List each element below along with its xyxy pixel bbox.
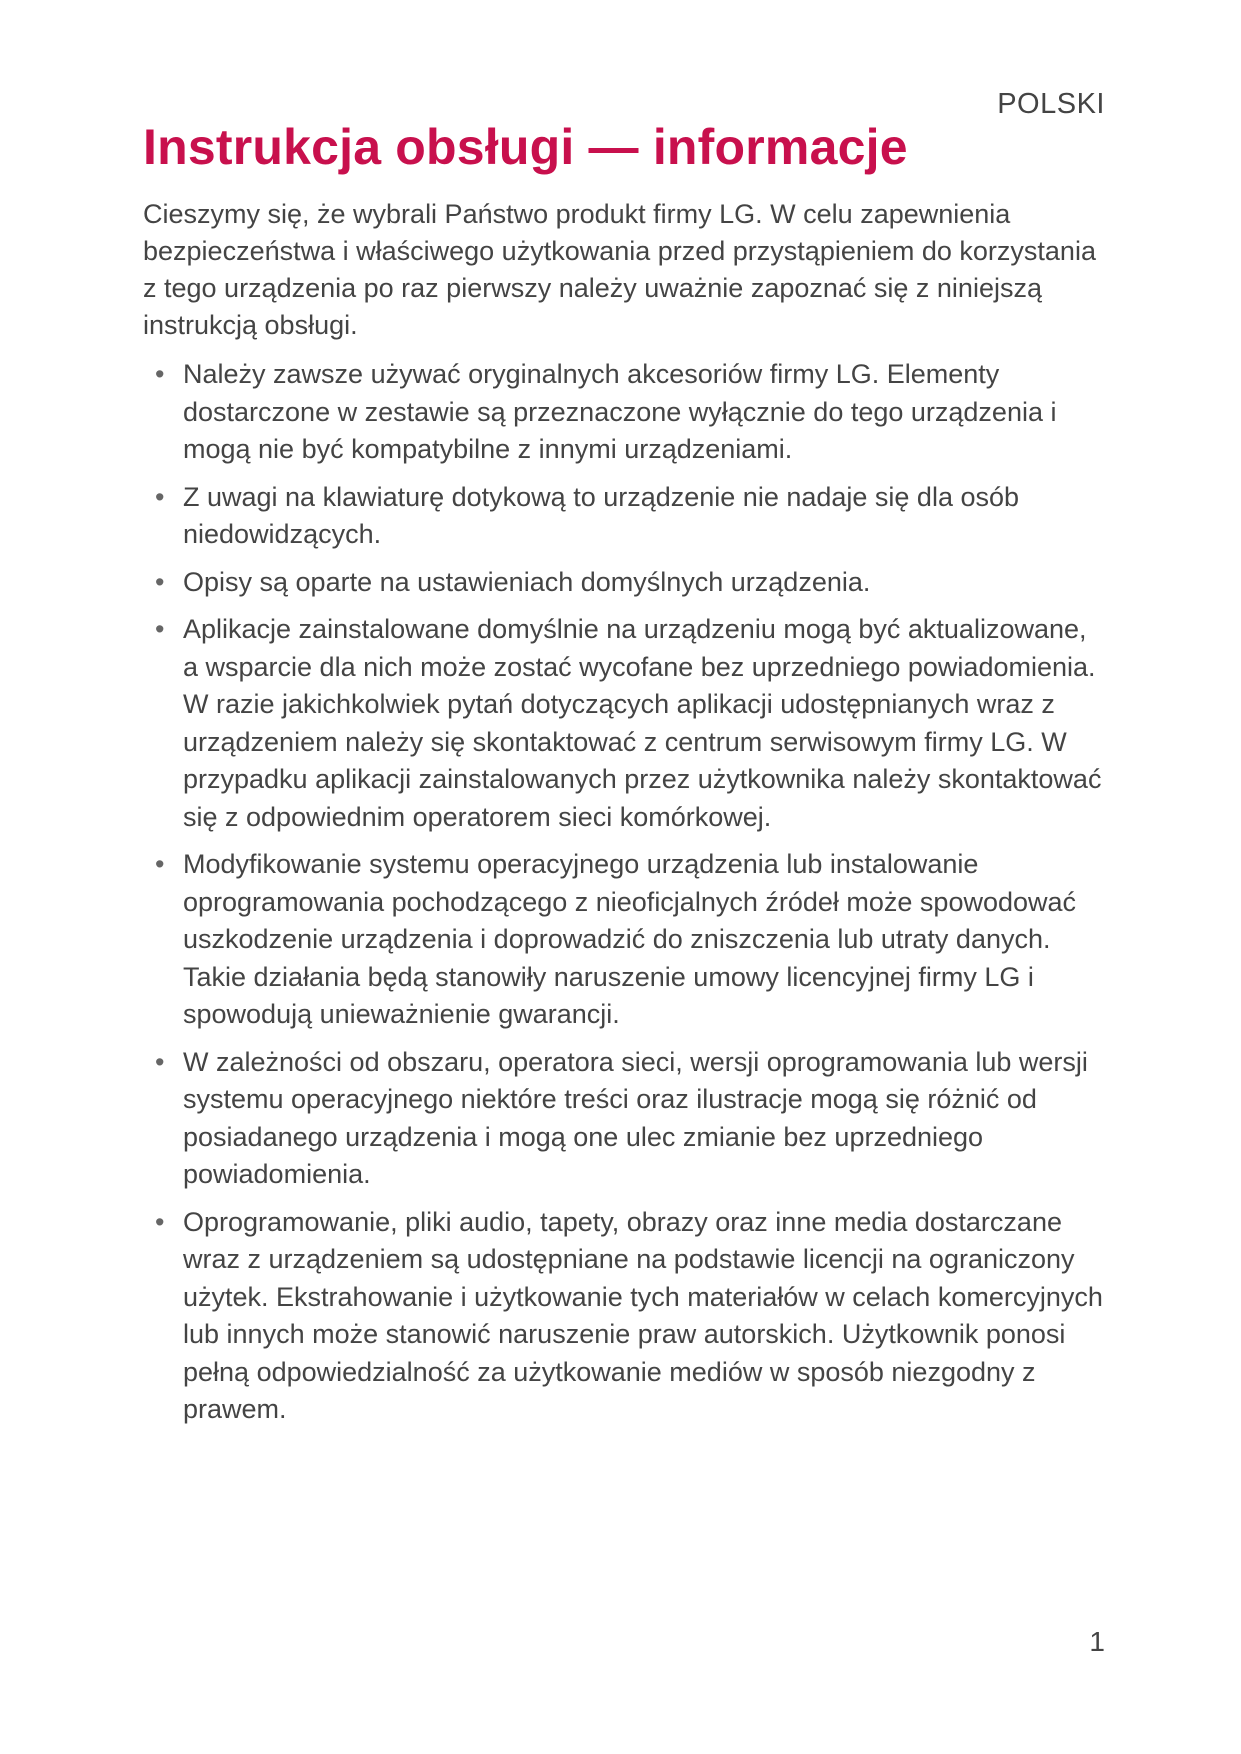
list-item <box>143 846 1103 1034</box>
list-item <box>143 356 1103 469</box>
list-item <box>143 611 1103 836</box>
intro-paragraph: Cieszymy się, że wybrali Państwo produkt firmy LG. W celu zapewnienia bezpieczeństwa i właściwego użytkowania przed przystąpieniem do korzystania z tego urządzenia po raz pierwszy należy uważnie zapoznać się z niniejszą instrukcją obsługi. <box>143 199 1096 340</box>
list-item <box>143 1044 1103 1194</box>
bullet-icon: • <box>155 359 165 389</box>
bullet-icon: • <box>155 849 165 879</box>
list-item-text: Aplikacje zainstalowane domyślnie na urządzeniu mogą być aktualizowane, a wsparcie dla nich może zostać wycofane bez uprzedniego powiadomienia. W razie jakichkolwiek pytań dotyczących aplikacji udostępnianych wraz z urządzeniem należy się skontaktować z centrum serwisowym firmy LG. W przypadku aplikacji zainstalowanych przez użytkownika należy skontaktować się z odpowiednim operatorem sieci komórkowej. <box>183 614 1102 832</box>
list-item <box>143 1204 1103 1429</box>
bullet-list <box>143 356 1103 1439</box>
list-item-text: Z uwagi na klawiaturę dotykową to urządzenie nie nadaje się dla osób niedowidzących. <box>183 481 1020 549</box>
list-item-text: W zależności od obszaru, operatora sieci, wersji oprogramowania lub wersji systemu operacyjnego niektóre treści oraz ilustracje mogą się różnić od posiadanego urządzenia i mogą one ulec zmianie bez uprzedniego powiadomienia. <box>183 1046 1088 1189</box>
list-item <box>143 564 1103 602</box>
language-label: POLSKI <box>997 88 1105 120</box>
bullet-icon: • <box>155 614 165 644</box>
list-item-text: Opisy są oparte na ustawieniach domyślnych urządzenia. <box>183 566 871 597</box>
bullet-icon: • <box>155 1046 165 1077</box>
list-item-text: Oprogramowanie, pliki audio, tapety, obrazy oraz inne media dostarczane wraz z urządzeniem są udostępniane na podstawie licencji na ograniczony użytek. Ekstrahowanie i użytkowanie tych materiałów w celach komercyjnych lub innych może stanowić naruszenie praw autorskich. Użytkownik ponosi pełną odpowiedzialność za użytkowanie mediów w sposób niezgodny z prawem. <box>183 1206 1103 1424</box>
page-number: 1 <box>1089 1626 1105 1657</box>
bullet-icon: • <box>155 481 165 512</box>
bullet-icon: • <box>155 1206 165 1237</box>
list-item-text: Należy zawsze używać oryginalnych akcesoriów firmy LG. Elementy dostarczone w zestawie są przeznaczone wyłącznie do tego urządzenia i mogą nie być kompatybilne z innymi urządzeniami. <box>183 359 1057 464</box>
page-title: Instrukcja obsługi — informacje <box>143 119 908 175</box>
bullet-icon: • <box>155 566 165 597</box>
list-item <box>143 479 1103 554</box>
list-item-text: Modyfikowanie systemu operacyjnego urządzenia lub instalowanie oprogramowania pochodzącego z nieoficjalnych źródeł może spowodować uszkodzenie urządzenia i doprowadzić do zniszczenia lub utraty danych. Takie działania będą stanowiły naruszenie umowy licencyjnej firmy LG i spowodują unieważnienie gwarancji. <box>183 849 1077 1029</box>
